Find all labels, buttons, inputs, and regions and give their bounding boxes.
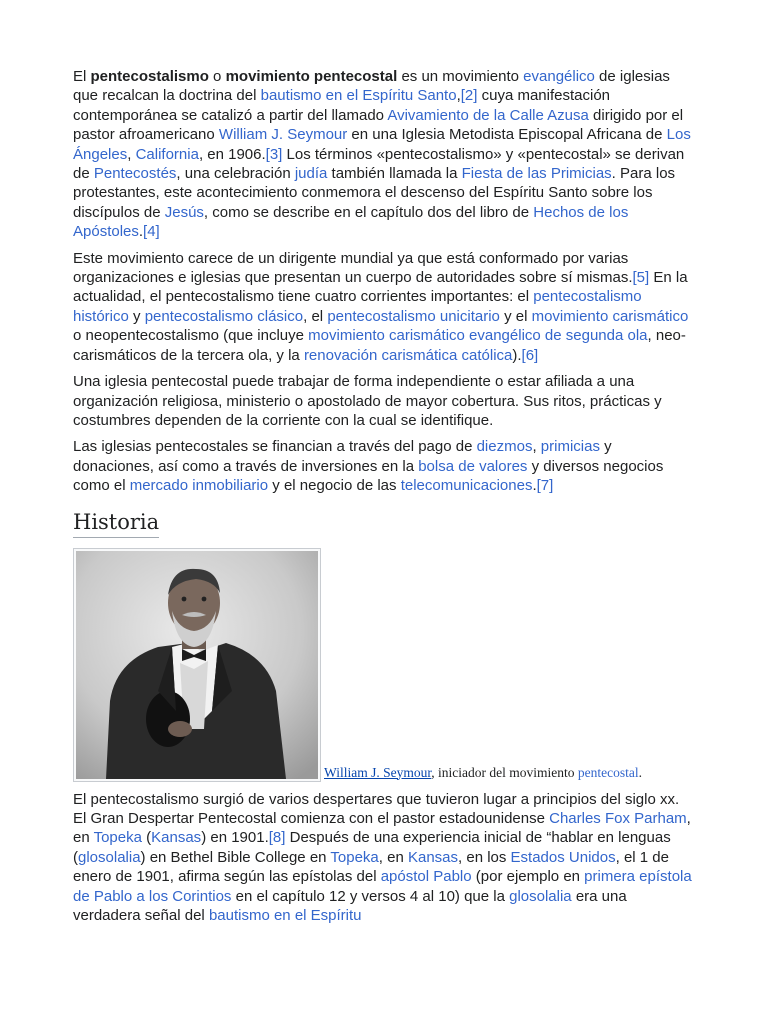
reference-link[interactable]: [4] — [143, 223, 160, 241]
link-diezmos[interactable]: diezmos — [476, 438, 533, 456]
link-william-seymour[interactable]: William J. Seymour — [218, 126, 348, 144]
link-mercado-inmobiliario[interactable]: mercado inmobiliario — [129, 477, 269, 495]
text: Una iglesia pentecostal puede trabajar de forma independiente o estar afiliada a una organización religiosa, ministerio o apostolado de mayor cobertura. Sus ritos, prácticas y costumbres dependen de la corriente con la cual se identifique. — [73, 373, 662, 429]
link-los-angeles[interactable]: Los Ángeles — [73, 126, 691, 163]
link-glosolalia[interactable]: glosolalia — [78, 848, 141, 866]
text: en el capítulo 12 y versos 4 al 10) que la — [231, 887, 510, 905]
text: El pentecostalismo surgió de varios despertares que tuvieron lugar a principios del siglo xx. El Gran Despertar Pentecostal comienza con el pastor estadounidense — [73, 790, 680, 827]
text: , como se describe en el capítulo dos del libro de — [203, 203, 534, 221]
text: ( — [141, 829, 152, 847]
figure-seymour — [73, 548, 695, 782]
caption-link-pentecostal[interactable]: pentecostal — [577, 764, 639, 780]
reference-link[interactable]: [5] — [632, 269, 650, 287]
text: En la actualidad, el pentecostalismo tiene cuatro corrientes importantes: el — [73, 269, 688, 306]
link-evangelico[interactable]: evangélico — [523, 68, 595, 85]
text: , el — [303, 307, 328, 325]
text: ). — [512, 346, 522, 364]
text: y — [128, 307, 145, 325]
reference-link[interactable]: [7] — [536, 477, 554, 495]
paragraph-historia — [73, 790, 695, 926]
text: ) en 1901. — [201, 829, 269, 847]
link-primicias[interactable]: primicias — [540, 438, 600, 456]
text: y el negocio de las — [268, 477, 401, 495]
text: y donaciones, así como a través de inversiones en la — [73, 438, 612, 475]
text: , — [532, 438, 541, 456]
reference-link[interactable]: [2] — [460, 87, 478, 105]
paragraph-organizacion — [73, 372, 695, 430]
link-renovacion-carismatica[interactable]: renovación carismática católica — [303, 346, 513, 364]
text: cuya manifestación contemporánea se catalizó a partir del llamado — [73, 87, 611, 124]
link-bolsa-valores[interactable]: bolsa de valores — [418, 457, 528, 475]
link-topeka[interactable]: Topeka — [93, 829, 142, 847]
link-pentecostalismo-clasico[interactable]: pentecostalismo clásico — [144, 307, 304, 325]
text: dirigido por el pastor afroamericano — [73, 106, 684, 144]
link-telecomunicaciones[interactable]: telecomunicaciones — [400, 477, 533, 495]
text: y el — [499, 307, 532, 325]
text: . — [138, 223, 144, 241]
link-movimiento-carismatico[interactable]: movimiento carismático — [531, 307, 689, 325]
link-pentecostalismo-historico[interactable]: pentecostalismo histórico — [73, 288, 642, 325]
text: , — [127, 145, 136, 163]
text: , neo-carismáticos de la tercera ola, y la — [73, 327, 686, 364]
text: de iglesias que recalcan la doctrina del — [73, 68, 670, 105]
link-hechos-apostoles[interactable]: Hechos de los Apóstoles — [73, 203, 629, 241]
text: (por ejemplo en — [471, 868, 585, 886]
text: ) en Bethel Bible College en — [140, 848, 331, 866]
text: Las iglesias pentecostales se financian a través del pago de — [73, 438, 477, 456]
caption-link-seymour[interactable]: William J. Seymour — [324, 764, 432, 780]
text: en una Iglesia Metodista Episcopal Africana de — [347, 126, 667, 144]
link-bautismo-espiritu-santo[interactable]: bautismo en el Espíritu Santo — [260, 87, 457, 105]
link-apostol-pablo[interactable]: apóstol Pablo — [380, 868, 472, 886]
reference-link[interactable]: [8] — [268, 829, 286, 847]
text: El — [73, 68, 91, 85]
paragraph-financiacion — [73, 437, 695, 495]
portrait-image[interactable] — [73, 548, 321, 782]
text: o neopentecostalismo (que incluye — [73, 327, 309, 345]
text: , en los — [458, 848, 511, 866]
text: Después de una experiencia inicial de “hablar en lenguas ( — [73, 829, 671, 866]
link-california[interactable]: California — [135, 145, 199, 163]
caption-text: . — [638, 764, 643, 780]
reference-link[interactable]: [3] — [265, 145, 283, 163]
link-jesus[interactable]: Jesús — [164, 203, 204, 221]
bold-term: movimiento pentecostal — [225, 68, 398, 85]
link-glosolalia[interactable]: glosolalia — [509, 887, 572, 905]
reference-link[interactable]: [6] — [521, 346, 539, 364]
paragraph-intro — [73, 67, 695, 242]
text: , en — [378, 848, 408, 866]
portrait-photo — [76, 551, 318, 779]
text: . — [532, 477, 537, 495]
text: era una verdadera señal del — [73, 887, 627, 924]
text: , en — [73, 809, 691, 847]
link-pentecostalismo-unicitario[interactable]: pentecostalismo unicitario — [327, 307, 500, 325]
link-kansas[interactable]: Kansas — [151, 829, 202, 847]
text: , en 1906. — [198, 145, 266, 163]
link-charles-fox-parham[interactable]: Charles Fox Parham — [549, 809, 687, 827]
link-bautismo-espiritu[interactable]: bautismo en el Espíritu — [208, 906, 362, 924]
text: es un movimiento — [397, 68, 524, 85]
text: o — [208, 68, 226, 85]
link-fiesta-primicias[interactable]: Fiesta de las Primicias — [461, 165, 612, 183]
text: , una celebración — [176, 165, 295, 183]
bold-term: pentecostalismo — [90, 68, 209, 85]
section-heading-historia: Historia — [73, 509, 159, 538]
text: Este movimiento carece de un dirigente mundial ya que está conformado por varias organizaciones e iglesias que presentan un cuerpo de autoridades sobre sí mismas. — [73, 249, 633, 287]
figure-caption — [324, 764, 642, 782]
caption-text: , iniciador del movimiento — [431, 764, 578, 780]
article-body — [73, 67, 695, 932]
text: y diversos negocios como el — [73, 457, 664, 495]
link-pentecostes[interactable]: Pentecostés — [93, 165, 177, 183]
link-kansas[interactable]: Kansas — [407, 848, 459, 866]
link-avivamiento-azusa[interactable]: Avivamiento de la Calle Azusa — [387, 106, 589, 124]
link-topeka[interactable]: Topeka — [330, 848, 379, 866]
link-estados-unidos[interactable]: Estados Unidos — [510, 848, 616, 866]
link-primera-epistola-corintios[interactable]: primera epístola de Pablo a los Corintios — [73, 868, 692, 905]
link-judia[interactable]: judía — [294, 165, 328, 183]
text: también llamada la — [327, 165, 462, 183]
link-carismatico-segunda-ola[interactable]: movimiento carismático evangélico de segunda ola — [308, 327, 648, 345]
text: , el 1 de enero de 1901, afirma según las epístolas del — [73, 848, 669, 886]
text: , — [456, 87, 461, 105]
paragraph-corrientes — [73, 249, 695, 365]
text: Los términos «pentecostalismo» y «pentecostal» se derivan de — [73, 145, 685, 183]
text: . Para los protestantes, este acontecimiento conmemora el descenso del Espíritu Santo sobre los discípulos de — [73, 165, 676, 221]
